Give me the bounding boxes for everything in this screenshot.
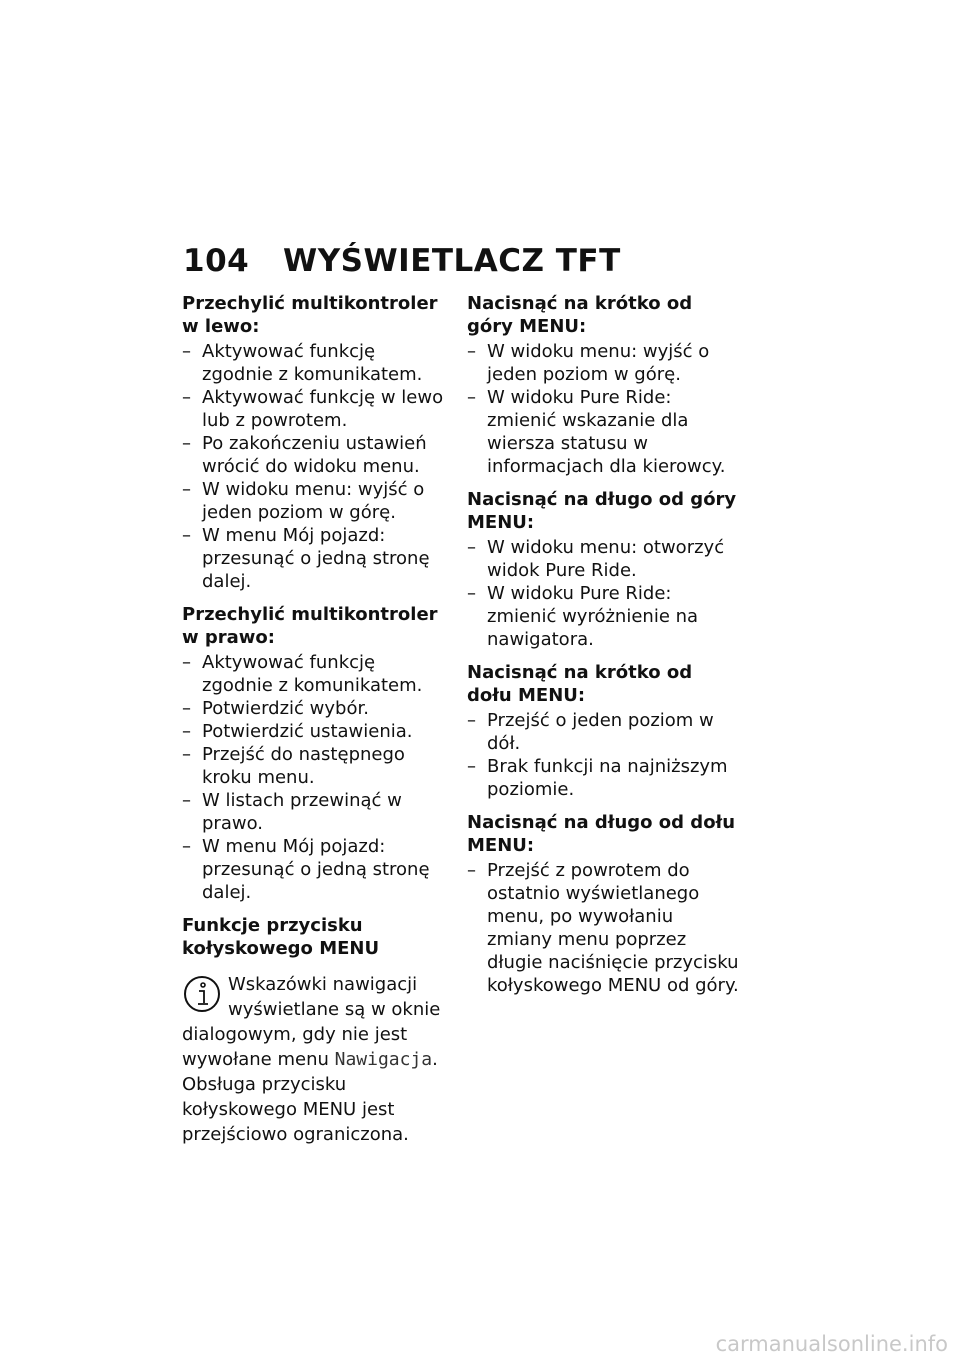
- list-item: – W menu Mój pojazd: przesunąć o jedną stronę dalej.: [182, 524, 450, 593]
- section: [467, 488, 742, 651]
- page-title: WYŚWIETLACZ TFT: [283, 243, 621, 279]
- list-item: – Brak funkcji na najniższym poziomie.: [467, 755, 742, 801]
- bullet-list: [182, 340, 450, 593]
- list-item: – Przejść o jeden poziom w dół.: [467, 709, 742, 755]
- list-item: – Przejść z powrotem do ostatnio wyświetlanego menu, po wywołaniu zmiany menu poprzez długie naciśnięcie przycisku kołyskowego MENU od góry.: [467, 859, 742, 997]
- list-item: – W widoku menu: wyjść o jeden poziom w górę.: [467, 340, 742, 386]
- list-item: – Aktywować funkcję zgodnie z komunikatem.: [182, 340, 450, 386]
- section-heading: Nacisnąć na krótko od góry MENU:: [467, 293, 693, 337]
- page-number: 104: [183, 243, 250, 279]
- bullet-list: [467, 536, 742, 651]
- info-note: [182, 972, 450, 1147]
- menu-name-code: Nawigacja: [334, 1049, 433, 1070]
- section-heading: Nacisnąć na długo od dołu MENU:: [467, 812, 736, 856]
- list-item: – Aktywować funkcję w lewo lub z powrotem.: [182, 386, 450, 432]
- bullet-list: [467, 859, 742, 997]
- list-item: – W menu Mój pojazd: przesunąć o jedną stronę dalej.: [182, 835, 450, 904]
- info-icon: [182, 974, 222, 1014]
- section: [467, 661, 742, 801]
- menu-section-heading: Funkcje przycisku kołyskowego MENU: [182, 915, 380, 959]
- left-column: [182, 292, 450, 1147]
- list-item: – W widoku Pure Ride: zmienić wyróżnienie na nawigatora.: [467, 582, 742, 651]
- section-heading: Przechylić multikontroler w lewo:: [182, 293, 438, 337]
- bullet-list: [467, 340, 742, 478]
- section: [182, 292, 450, 593]
- list-item: – Przejść do następnego kroku menu.: [182, 743, 450, 789]
- section-heading: Przechylić multikontroler w prawo:: [182, 604, 438, 648]
- list-item: – W listach przewinąć w prawo.: [182, 789, 450, 835]
- section: [467, 811, 742, 997]
- list-item: – W widoku Pure Ride: zmienić wskazanie dla wiersza statusu w informacjach dla kierowcy.: [467, 386, 742, 478]
- list-item: – W widoku menu: wyjść o jeden poziom w górę.: [182, 478, 450, 524]
- bullet-list: [182, 651, 450, 904]
- list-item: – W widoku menu: otworzyć widok Pure Ride.: [467, 536, 742, 582]
- info-note-text: Wskazówki nawigacji wyświetlane są w oknie dialogowym, gdy nie jest wywołane menu Nawigacja. Obsługa przycisku kołyskowego MENU jest przejściowo ograniczona.: [182, 974, 441, 1145]
- section: [467, 292, 742, 478]
- list-item: – Aktywować funkcję zgodnie z komunikatem.: [182, 651, 450, 697]
- list-item: – Potwierdzić wybór.: [182, 697, 450, 720]
- section-heading: Nacisnąć na długo od góry MENU:: [467, 489, 737, 533]
- list-item: – Po zakończeniu ustawień wrócić do widoku menu.: [182, 432, 450, 478]
- bullet-list: [467, 709, 742, 801]
- watermark: carmanualsonline.info: [715, 1332, 948, 1356]
- page-header: [183, 243, 621, 279]
- section: [182, 603, 450, 904]
- list-item: – Potwierdzić ustawienia.: [182, 720, 450, 743]
- right-column: [467, 292, 742, 997]
- section-heading: Nacisnąć na krótko od dołu MENU:: [467, 662, 693, 706]
